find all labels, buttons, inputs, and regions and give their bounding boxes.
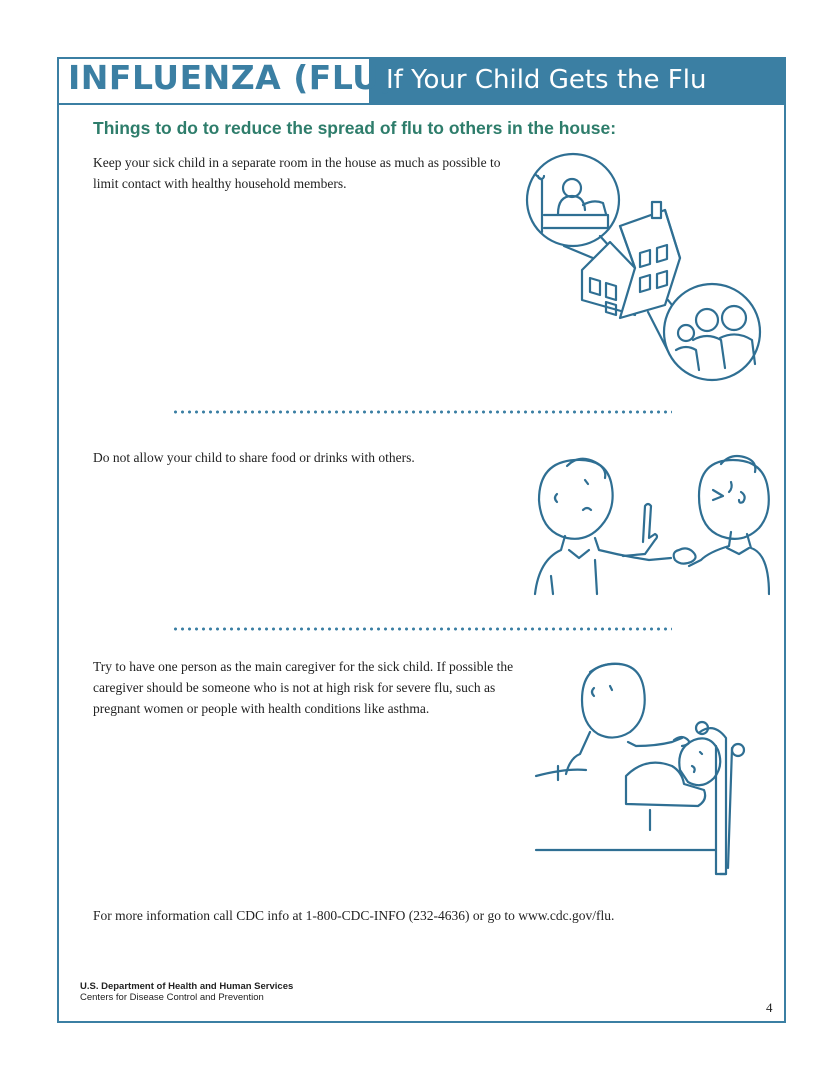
caregiver-illustration: [530, 660, 755, 880]
dotted-divider: [172, 627, 672, 631]
section-heading: Things to do to reduce the spread of flu to others in the house:: [93, 118, 617, 138]
more-info-text: For more information call CDC info at 1-800-CDC-INFO (232-4636) or go to www.cdc.gov/flu.: [93, 908, 615, 923]
page-number: 4: [766, 1000, 773, 1015]
house-separate-room-illustration: [520, 150, 765, 385]
footer-department: U.S. Department of Health and Human Services: [80, 981, 294, 992]
header-subtitle: If Your Child Gets the Flu: [386, 65, 707, 95]
no-sharing-food-illustration: [525, 452, 770, 597]
dotted-divider: [172, 410, 672, 414]
footer-agency: [80, 981, 293, 1003]
tip-text-no-sharing: Do not allow your child to share food or drinks with others.: [93, 450, 415, 465]
header-title: INFLUENZA (FLU): [68, 58, 396, 97]
tip-text-caregiver: Try to have one person as the main caregiver for the sick child. If possible the caregiver should be someone who is not at high risk for severe flu, such as pregnant women or people with health conditions like asthma.: [93, 659, 514, 716]
tip-text-separate-room: Keep your sick child in a separate room in the house as much as possible to limit contact with healthy household members.: [93, 155, 501, 191]
footer-agency-name: Centers for Disease Control and Prevention: [80, 992, 264, 1003]
